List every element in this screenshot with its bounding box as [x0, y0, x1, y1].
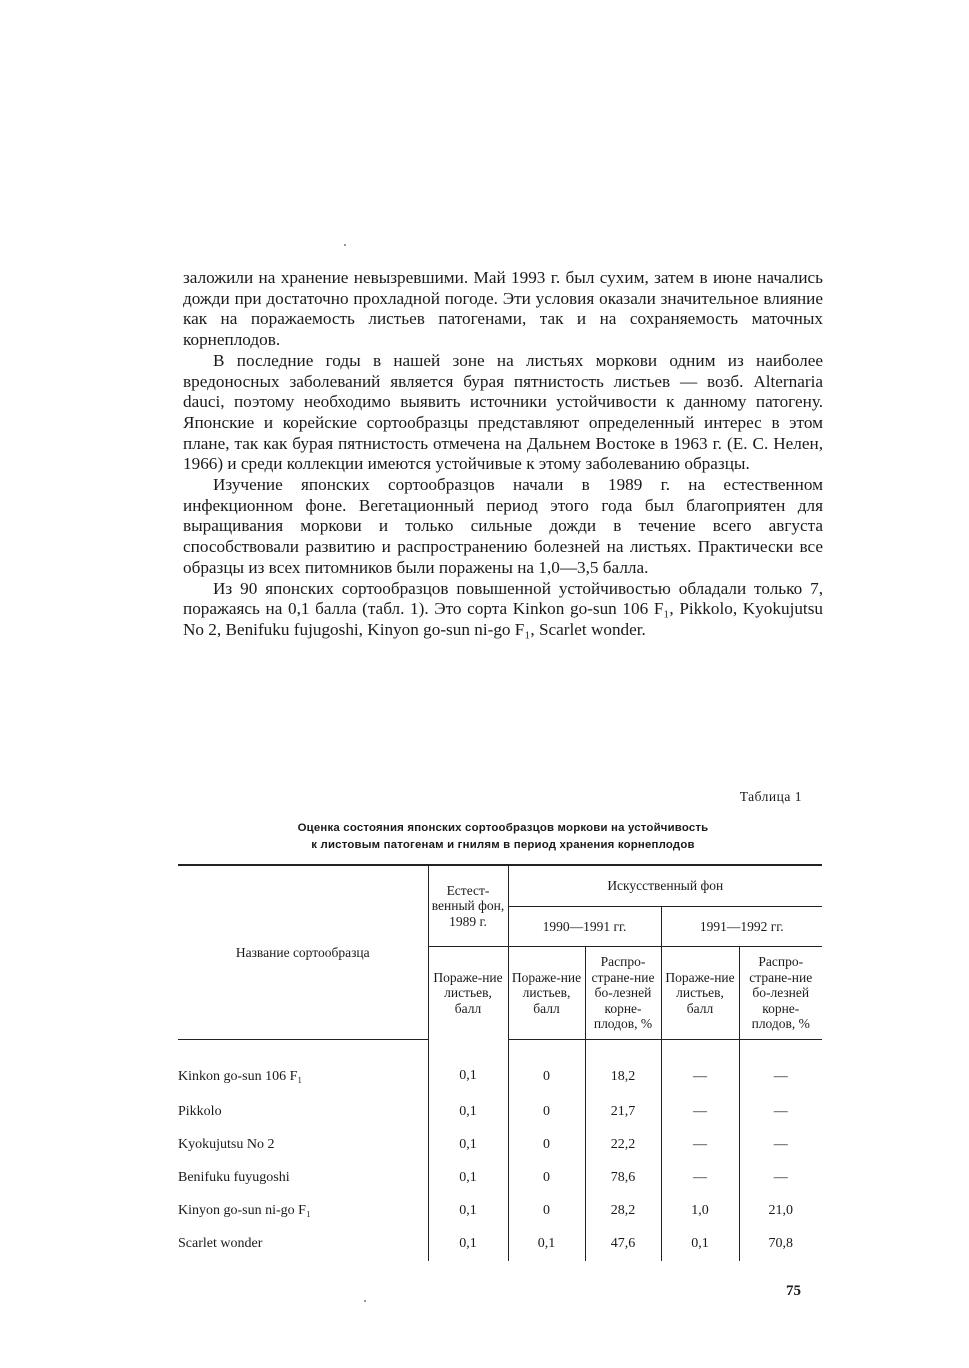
cell-leaf-2: 0,1	[661, 1228, 739, 1261]
cell-natural: 0,1	[428, 1039, 508, 1096]
header-spread-2: Распро-стране-ние бо-лезней корне-плодов, %	[739, 947, 822, 1040]
page-number: 75	[786, 1283, 801, 1299]
table-row	[178, 1039, 822, 1096]
cell-natural: 0,1	[428, 1228, 508, 1261]
table-caption	[183, 820, 823, 854]
table-row	[178, 1162, 822, 1195]
cell-name: Kinyon go-sun ni-go F₁	[178, 1203, 311, 1218]
cell-leaf-1: 0,1	[508, 1228, 585, 1261]
cell-spread-2: —	[739, 1162, 822, 1195]
cell-leaf-1: 0	[508, 1129, 585, 1162]
header-spread-1: Распро-стране-ние бо-лезней корне-плодов, %	[585, 947, 661, 1040]
table-row	[178, 1195, 822, 1228]
cell-name: Kyokujutsu No 2	[178, 1137, 275, 1152]
table-caption-line-1: Оценка состояния японских сортообразцов моркови на устойчивость	[297, 822, 709, 834]
paragraph-3: Изучение японских сортообразцов начали в 1989 г. на естественном инфекционном фоне. Вегетационный период этого года был благоприятен для выращивания моркови и только сильные дожди в течение всего августа способствовали развитию и распространению болезней на листьях. Практически все образцы из всех питомников были поражены на 1,0—3,5 балла.	[183, 475, 823, 577]
header-artificial: Искусственный фон	[508, 865, 822, 906]
cell-spread-2: —	[739, 1096, 822, 1129]
cell-spread-2: —	[739, 1129, 822, 1162]
table-row	[178, 1096, 822, 1129]
cell-name: Pikkolo	[178, 1104, 222, 1119]
cell-natural: 0,1	[428, 1096, 508, 1129]
cell-spread-1: 22,2	[585, 1129, 661, 1162]
cell-name: Kinkon go-sun 106 F₁	[178, 1068, 303, 1084]
cell-spread-2: 21,0	[739, 1195, 822, 1228]
cell-leaf-2: 1,0	[661, 1195, 739, 1228]
cell-leaf-1: 0	[508, 1162, 585, 1195]
speck-mark	[344, 244, 346, 246]
header-natural-leaf: Пораже-ние листьев, балл	[428, 947, 508, 1040]
table-label: Таблица 1	[739, 789, 802, 804]
cell-spread-1: 78,6	[585, 1162, 661, 1195]
cell-leaf-1: 0	[508, 1096, 585, 1129]
cell-spread-1: 21,7	[585, 1096, 661, 1129]
header-period-2: 1991—1992 гг.	[661, 906, 822, 946]
table-row	[178, 1129, 822, 1162]
cell-name: Benifuku fuyugoshi	[178, 1170, 290, 1185]
cell-natural: 0,1	[428, 1129, 508, 1162]
table-header	[178, 865, 822, 1039]
body-text	[183, 268, 823, 641]
table-caption-line-2: к листовым патогенам и гнилям в период хранения корнеплодов	[311, 839, 695, 851]
header-leaf-2: Пораже-ние листьев, балл	[661, 947, 739, 1040]
table-body	[178, 1039, 822, 1261]
cell-natural: 0,1	[428, 1195, 508, 1228]
cell-spread-1: 18,2	[585, 1039, 661, 1096]
cell-spread-2: 70,8	[739, 1228, 822, 1261]
speck-mark	[364, 1300, 366, 1302]
paragraph-1: заложили на хранение невызревшими. Май 1993 г. был сухим, затем в июне начались дожди при достаточно прохладной погоде. Эти условия оказали значительное влияние как на поражаемость листьев патогенами, так и на сохраняемость маточных корнеплодов.	[183, 268, 823, 350]
cell-spread-2: —	[739, 1039, 822, 1096]
table-row	[178, 1228, 822, 1261]
cell-leaf-1: 0	[508, 1195, 585, 1228]
cell-name: Scarlet wonder	[178, 1236, 263, 1251]
header-period-1: 1990—1991 гг.	[508, 906, 661, 946]
cell-leaf-2: —	[661, 1162, 739, 1195]
cell-leaf-2: —	[661, 1096, 739, 1129]
cell-spread-1: 47,6	[585, 1228, 661, 1261]
header-leaf-1: Пораже-ние листьев, балл	[508, 947, 585, 1040]
header-name: Название сортообразца	[178, 865, 428, 1039]
paragraph-2: В последние годы в нашей зоне на листьях моркови одним из наиболее вредоносных заболеваний является бурая пятнистость листьев — возб. Alternaria dauci, поэтому необходимо выявить источники устойчивости к данному патогену. Японские и корейские сортообразцы представляют определенный интерес в этом плане, так как бурая пятнистость отмечена на Дальнем Востоке в 1963 г. (Е. С. Нелен, 1966) и среди коллекции имеются устойчивые к этому заболеванию образцы.	[183, 350, 823, 474]
cell-leaf-2: —	[661, 1129, 739, 1162]
paragraph-4: Из 90 японских сортообразцов повышенной устойчивостью обладали только 7, поражаясь на 0,1 балла (табл. 1). Это сорта Kinkon go-sun 106 F₁, Pikkolo, Kyokujutsu No 2, Benifuku fujugoshi, Kinyon go-sun ni-go F₁, Scarlet wonder.	[183, 578, 823, 639]
cell-spread-1: 28,2	[585, 1195, 661, 1228]
cell-leaf-1: 0	[508, 1039, 585, 1096]
header-natural: Естест-венный фон, 1989 г.	[428, 865, 508, 947]
cell-leaf-2: —	[661, 1039, 739, 1096]
data-table	[178, 864, 822, 1261]
cell-natural: 0,1	[428, 1162, 508, 1195]
